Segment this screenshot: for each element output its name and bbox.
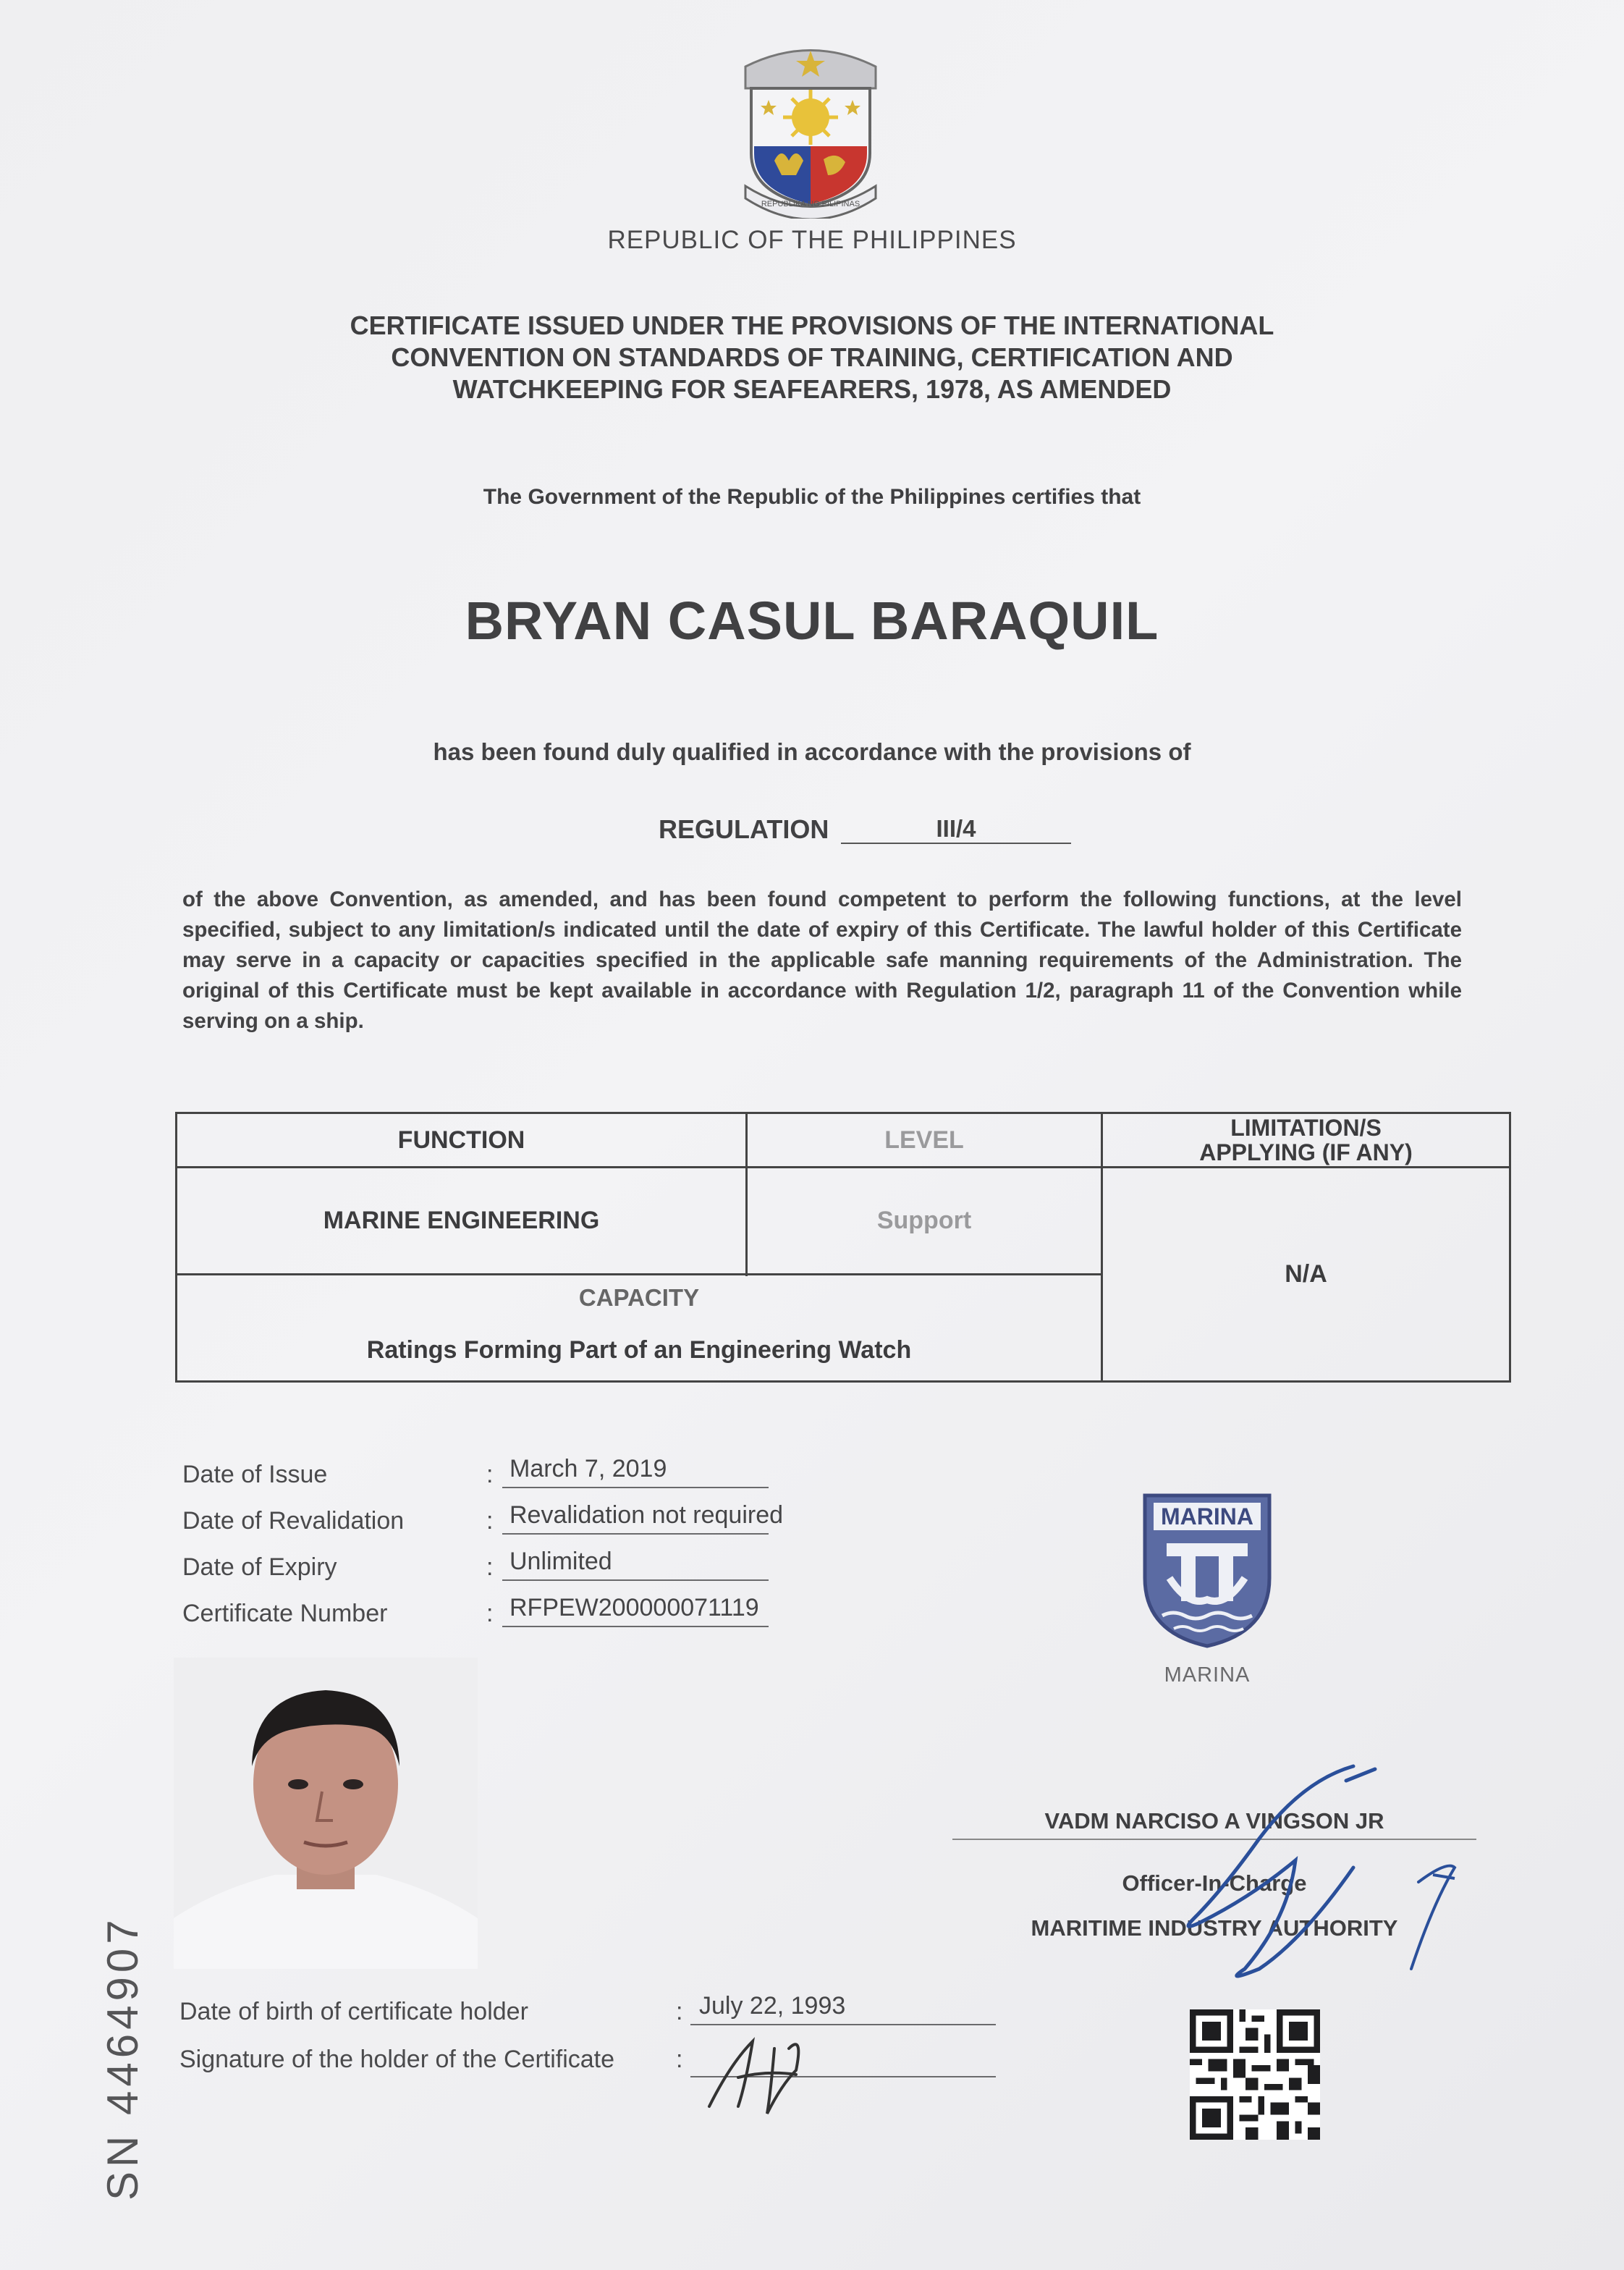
detail-label: Certificate Number (182, 1600, 388, 1627)
serial-number-text: SN 4464907 (98, 1915, 147, 2201)
regulation-label: REGULATION (659, 814, 829, 844)
detail-colon: : (486, 1507, 494, 1535)
level-value: Support (876, 1207, 972, 1234)
serial-number (51, 1915, 147, 2208)
detail-colon: : (486, 1461, 494, 1488)
limitations-header-line: LIMITATION/S (1230, 1115, 1382, 1141)
limitations-header (1103, 1114, 1509, 1166)
limitations-value: N/A (1285, 1260, 1327, 1288)
detail-label: Date of Issue (182, 1461, 328, 1488)
capacity-value: Ratings Forming Part of an Engineering Watch (366, 1336, 912, 1364)
country-name: REPUBLIC OF THE PHILIPPINES (607, 226, 1017, 254)
heading-line: WATCHKEEPING FOR SEAFEARERS, 1978, AS AMENDED (452, 374, 1172, 404)
function-table (175, 1112, 1511, 1383)
detail-colon: : (486, 1553, 494, 1581)
certificate-number: RFPEW200000071119 (502, 1594, 769, 1627)
date-of-issue: March 7, 2019 (502, 1455, 769, 1488)
level-header: LEVEL (884, 1126, 964, 1154)
heading-line: CONVENTION ON STANDARDS OF TRAINING, CERTIFICATION AND (391, 342, 1233, 372)
holder-photo (174, 1658, 478, 1969)
birth-date: July 22, 1993 (690, 1992, 996, 2025)
signatory-name: VADM NARCISO A VINGSON JR (1044, 1808, 1384, 1834)
marina-logo-icon (1141, 1491, 1274, 1650)
svg-text:MARINA: MARINA (1161, 1503, 1253, 1529)
birth-date-label: Date of birth of certificate holder (179, 1998, 528, 2025)
detail-colon: : (486, 1600, 494, 1627)
holder-name: BRYAN CASUL BARAQUIL (465, 591, 1159, 651)
certifies-statement: The Government of the Republic of the Philippines certifies that (483, 485, 1141, 509)
official-signature (1115, 1752, 1476, 1983)
function-header: FUNCTION (397, 1126, 525, 1154)
holder-signature (695, 2020, 854, 2121)
philippine-seal-icon (731, 38, 890, 219)
signature-colon: : (676, 2046, 683, 2073)
regulation-value: III/4 (841, 815, 1071, 844)
issuing-authority: MARITIME INDUSTRY AUTHORITY (1031, 1915, 1398, 1941)
competency-paragraph: of the above Convention, as amended, and has been found competent to perform the following functions, at the level specified, subject to any limitation/s indicated until the date of expiry of this Certificate. The lawful holder of this Certificate may serve in a capacity or capacities specified in the applicable safe manning requirements of the Administration. The original of this Certificate must be kept available in accordance with Regulation 1/2, paragraph 11 of the Convention while serving on a ship. (182, 887, 1462, 1033)
heading-line: CERTIFICATE ISSUED UNDER THE PROVISIONS OF THE INTERNATIONAL (350, 311, 1274, 340)
date-of-revalidation: Revalidation not required (502, 1501, 769, 1535)
detail-label: Date of Revalidation (182, 1507, 405, 1535)
qr-code[interactable] (1190, 2009, 1320, 2140)
detail-label: Date of Expiry (182, 1553, 337, 1581)
limitations-header-line: APPLYING (IF ANY) (1199, 1139, 1413, 1165)
qualified-statement: has been found duly qualified in accordance with the provisions of (433, 738, 1191, 765)
svg-text:REPUBLIKA NG PILIPINAS: REPUBLIKA NG PILIPINAS (761, 200, 860, 208)
birth-colon: : (676, 1998, 683, 2025)
capacity-header: CAPACITY (578, 1284, 700, 1311)
certificate-heading (0, 310, 1624, 405)
date-of-expiry: Unlimited (502, 1548, 769, 1581)
holder-signature-label: Signature of the holder of the Certificate (179, 2046, 615, 2073)
signatory-title: Officer-In-Charge (1122, 1870, 1307, 1896)
function-value: MARINE ENGINEERING (323, 1207, 600, 1234)
marina-caption: MARINA (1164, 1663, 1251, 1687)
